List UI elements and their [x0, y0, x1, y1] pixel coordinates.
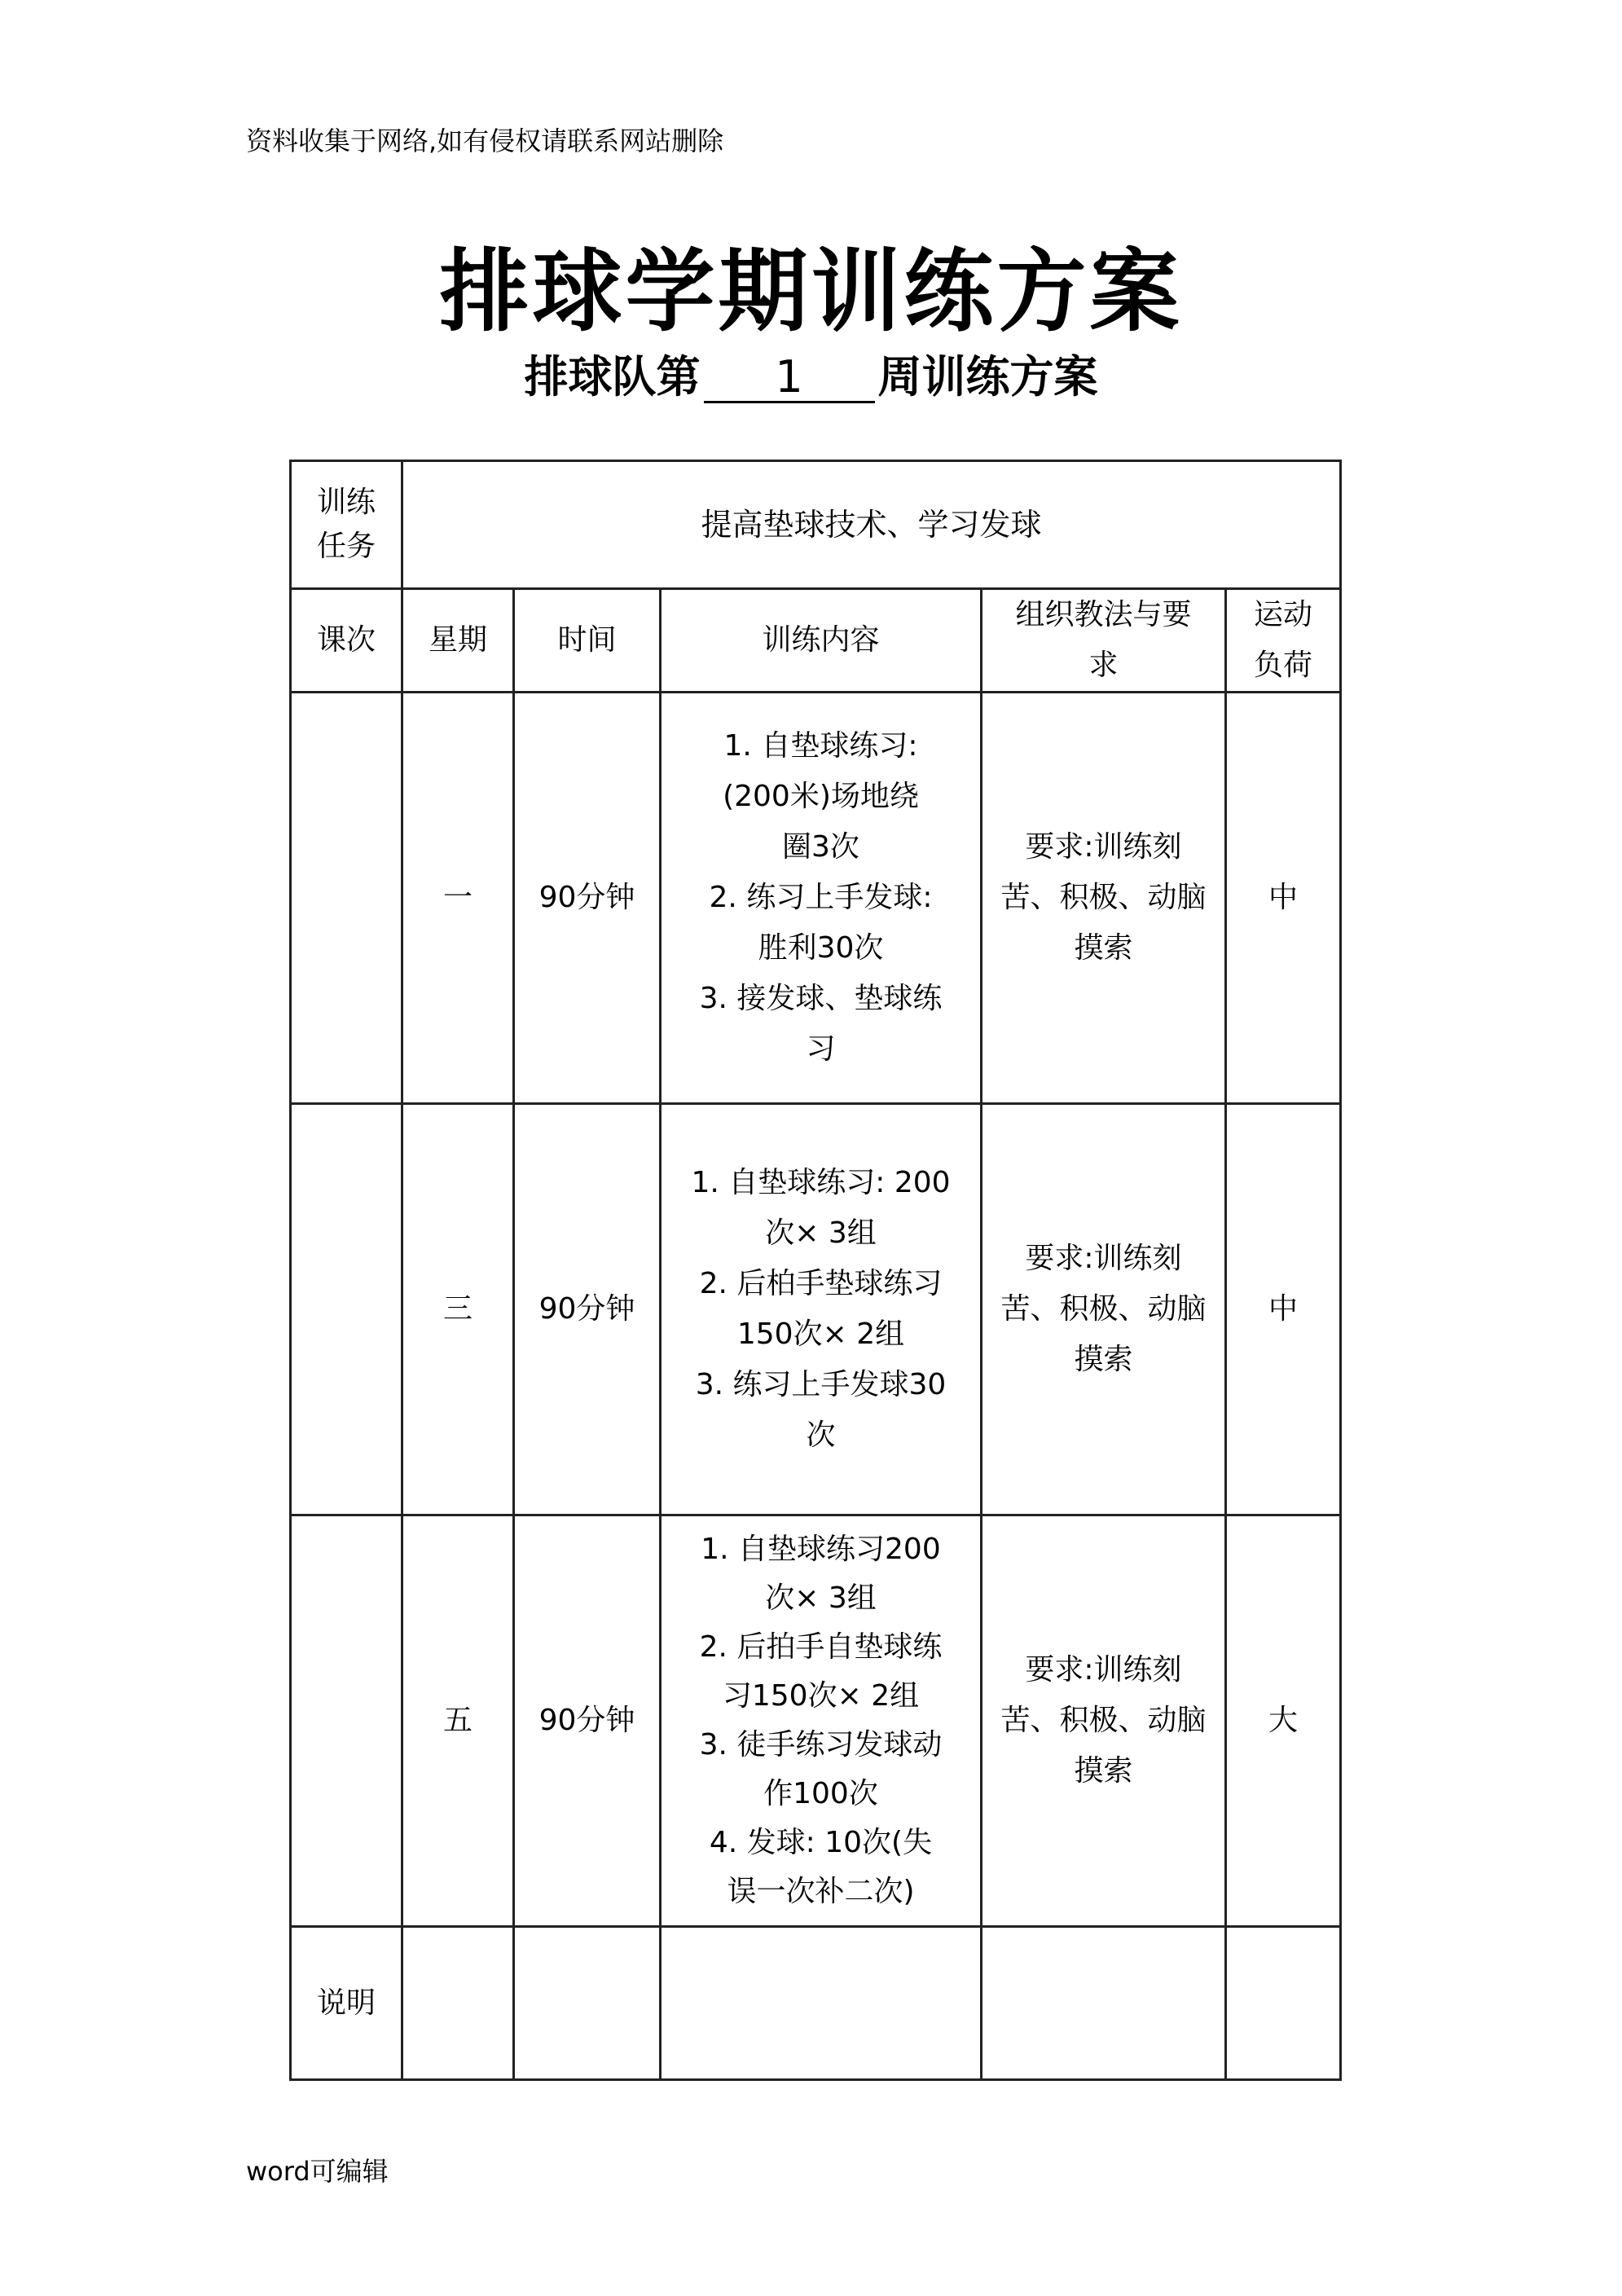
header-note: 资料收集于网络,如有侵权请联系网站删除: [246, 125, 724, 156]
content-item: 2. 后拍手自垫球练 习150次× 2组: [699, 1630, 943, 1713]
col-lesson: 课次: [291, 589, 402, 693]
note-cell: [402, 1927, 514, 2080]
lesson-cell: [291, 693, 402, 1104]
requirement-cell: 要求:训练刻 苦、积极、动脑 摸索: [982, 693, 1226, 1104]
lesson-cell: [291, 1515, 402, 1927]
time-cell: 90分钟: [514, 1515, 661, 1927]
load-cell: 中: [1226, 693, 1341, 1104]
content-cell: [661, 1515, 982, 1927]
requirement-cell: 要求:训练刻 苦、积极、动脑 摸索: [982, 1515, 1226, 1927]
weekday-cell: 一: [402, 693, 514, 1104]
lesson-cell: [291, 1104, 402, 1515]
col-load: 运动负荷: [1226, 589, 1341, 693]
subtitle-prefix: 排球队第: [524, 351, 701, 402]
week-number: 1: [704, 354, 875, 403]
note-row: [291, 1927, 1341, 2080]
content-item: 3. 练习上手发球30 次: [695, 1368, 947, 1452]
header-row: [291, 589, 1341, 693]
training-table: [289, 460, 1342, 2081]
content-item: 2. 练习上手发球: 胜利30次: [709, 881, 933, 965]
task-value: 提高垫球技术、学习发球: [402, 461, 1341, 589]
note-cell: [982, 1927, 1226, 2080]
note-cell: [1226, 1927, 1341, 2080]
requirement-cell: 要求:训练刻 苦、积极、动脑 摸索: [982, 1104, 1226, 1515]
content-cell: [661, 1104, 982, 1515]
content-item: 3. 徒手练习发球动 作100次: [699, 1727, 943, 1810]
col-weekday: 星期: [402, 589, 514, 693]
content-item: 1. 自垫球练习: (200米)场地绕 圈3次: [723, 729, 919, 864]
content-item: 4. 发球: 10次(失 误一次补二次): [709, 1825, 933, 1908]
subtitle-suffix: 周训练方案: [877, 351, 1098, 402]
page-title: 排球学期训练方案: [439, 240, 1183, 344]
content-item: 1. 自垫球练习200 次× 3组: [701, 1532, 941, 1615]
content-item: 1. 自垫球练习: 200 次× 3组: [691, 1166, 951, 1250]
weekday-cell: 三: [402, 1104, 514, 1515]
col-content: 训练内容: [661, 589, 982, 693]
table-row: [291, 1104, 1341, 1515]
task-row: [291, 461, 1341, 589]
load-cell: 大: [1226, 1515, 1341, 1927]
subtitle: [0, 342, 1622, 405]
content-item: 2. 后柏手垫球练习 150次× 2组: [699, 1267, 943, 1351]
task-label: 训练任务: [291, 461, 402, 589]
footer-note: word可编辑: [246, 2156, 389, 2187]
content-cell: [661, 693, 982, 1104]
time-cell: 90分钟: [514, 1104, 661, 1515]
weekday-cell: 五: [402, 1515, 514, 1927]
time-cell: 90分钟: [514, 693, 661, 1104]
note-label: 说明: [291, 1927, 402, 2080]
col-time: 时间: [514, 589, 661, 693]
note-cell: [661, 1927, 982, 2080]
table-row: [291, 1515, 1341, 1927]
note-cell: [514, 1927, 661, 2080]
content-item: 3. 接发球、垫球练 习: [699, 982, 943, 1066]
table-row: [291, 693, 1341, 1104]
load-cell: 中: [1226, 1104, 1341, 1515]
col-requirement: 组织教法与要求: [982, 589, 1226, 693]
